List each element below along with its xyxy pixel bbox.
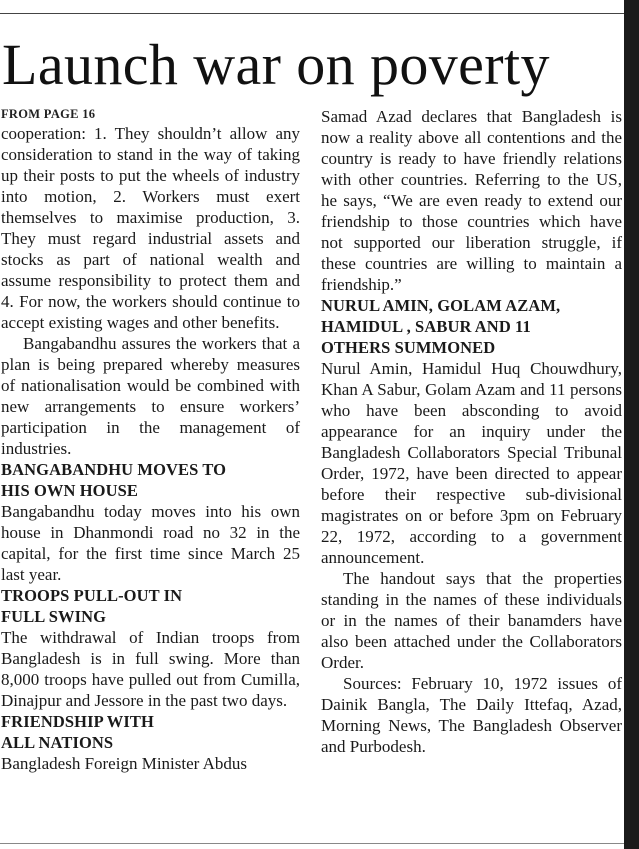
subheading-house [1,459,300,501]
headline: Launch war on poverty [2,32,550,97]
subheading-line: TROOPS PULL-OUT IN [1,586,183,605]
article-paragraph: Samad Azad declares that Bangladesh is now a reality above all contentions and the country is ready to have friendly relations with other countries. Referring to the US, he says, “We are even ready to extend our friendship to those countries which have not supported our liberation struggle, if these countries are willing to maintain a friendship.” [321,107,622,294]
article-paragraph: Bangabandhu today moves into his own house in Dhanmondi road no 32 in the capital, for the first time since March 25 last year. [1,502,300,584]
subheading-line: OTHERS SUMMONED [321,338,496,357]
subheading-line: HIS OWN HOUSE [1,481,138,500]
article-paragraph: Bangabandhu assures the workers that a plan is being prepared whereby measures of nationalisation would be combined with new arrangements to ensure workers’ participation in the management of industries. [1,334,300,458]
continued-from-label: FROM PAGE 16 [1,107,96,121]
subheading-troops [1,585,300,627]
subheading-line: HAMIDUL , SABUR AND 11 [321,317,531,336]
subheading-friendship [1,711,300,753]
subheading-line: ALL NATIONS [1,733,114,752]
left-column [1,106,300,774]
right-column [321,106,622,757]
subheading-line: BANGABANDHU MOVES TO [1,460,227,479]
subheading-line: FULL SWING [1,607,107,626]
article-paragraph: Nurul Amin, Hamidul Huq Chouwdhury, Khan A Sabur, Golam Azam and 11 persons who have been absconding to avoid appearance for an inquiry under the Bangladesh Collaborators Special Tribunal Order, 1972, have been directed to appear before their respective sub-divisional magistrates on or before 3pm on February 22, 1972, according to a government announcement. [321,359,622,567]
subheading-line: FRIENDSHIP WITH [1,712,154,731]
top-rule [0,13,624,14]
subheading-line: NURUL AMIN, GOLAM AZAM, [321,296,561,315]
article-paragraph: Sources: February 10, 1972 issues of Dainik Bangla, The Daily Ittefaq, Azad, Morning News, The Bangladesh Observer and Purbodesh. [321,674,622,756]
article-paragraph: Bangladesh Foreign Minister Abdus [1,754,248,773]
article-paragraph: cooperation: 1. They shouldn’t allow any consideration to stand in the way of taking up their posts to put the wheels of industry into motion, 2. Workers must exert themselves to maximise production, 3. They must regard industrial assets and stocks as part of national wealth and assume responsibility to protect them and 4. For now, the workers should continue to accept existing wages and other benefits. [1,124,300,332]
article-paragraph: The handout says that the properties standing in the names of these individuals or in the names of their banamders have also been attached under the Collaborators Order. [321,569,622,672]
page-edge-bar [624,0,639,849]
article-paragraph: The withdrawal of Indian troops from Bangladesh is in full swing. More than 8,000 troops have pulled out from Cumilla, Dinajpur and Jessore in the past two days. [1,628,300,710]
subheading-summoned [321,295,622,358]
bottom-rule [0,843,624,844]
